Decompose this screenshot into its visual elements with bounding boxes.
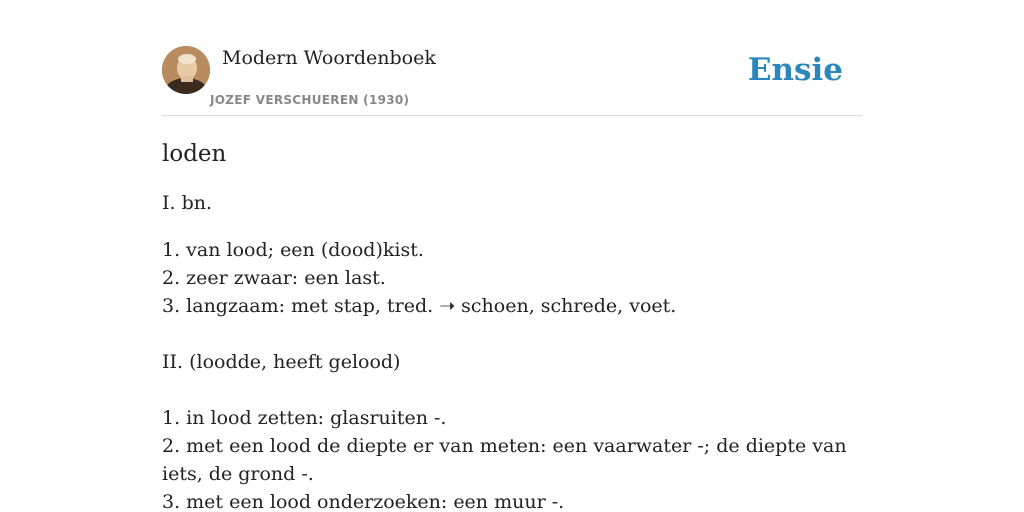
sense-item: 1. in lood zetten: glasruiten -.	[162, 407, 447, 429]
sense-item: 3. met een lood onderzoeken: een muur -.	[162, 491, 565, 512]
author-name[interactable]: JOZEF VERSCHUEREN (1930)	[210, 93, 410, 107]
sense-item: 2. zeer zwaar: een last.	[162, 267, 386, 289]
author-avatar	[162, 46, 210, 94]
headword: loden	[162, 141, 227, 167]
site-logo[interactable]: Ensie	[747, 52, 843, 88]
section-label: II. (loodde, heeft gelood)	[162, 351, 401, 373]
sense-item: 1. van lood; een (dood)kist.	[162, 239, 424, 261]
dictionary-header	[162, 46, 862, 116]
portrait-icon	[162, 46, 210, 94]
sense-item: 2. met een lood de diepte er van meten: een vaarwater -; de diepte van iets, de grond -.	[162, 435, 847, 485]
sense-list	[162, 404, 862, 512]
section-label: I. bn.	[162, 192, 213, 214]
sense-item: 3. langzaam: met stap, tred. ➝ schoen, schrede, voet.	[162, 295, 677, 317]
dictionary-entry	[162, 137, 862, 512]
book-title[interactable]: Modern Woordenboek	[222, 47, 436, 69]
sense-list	[162, 236, 862, 320]
